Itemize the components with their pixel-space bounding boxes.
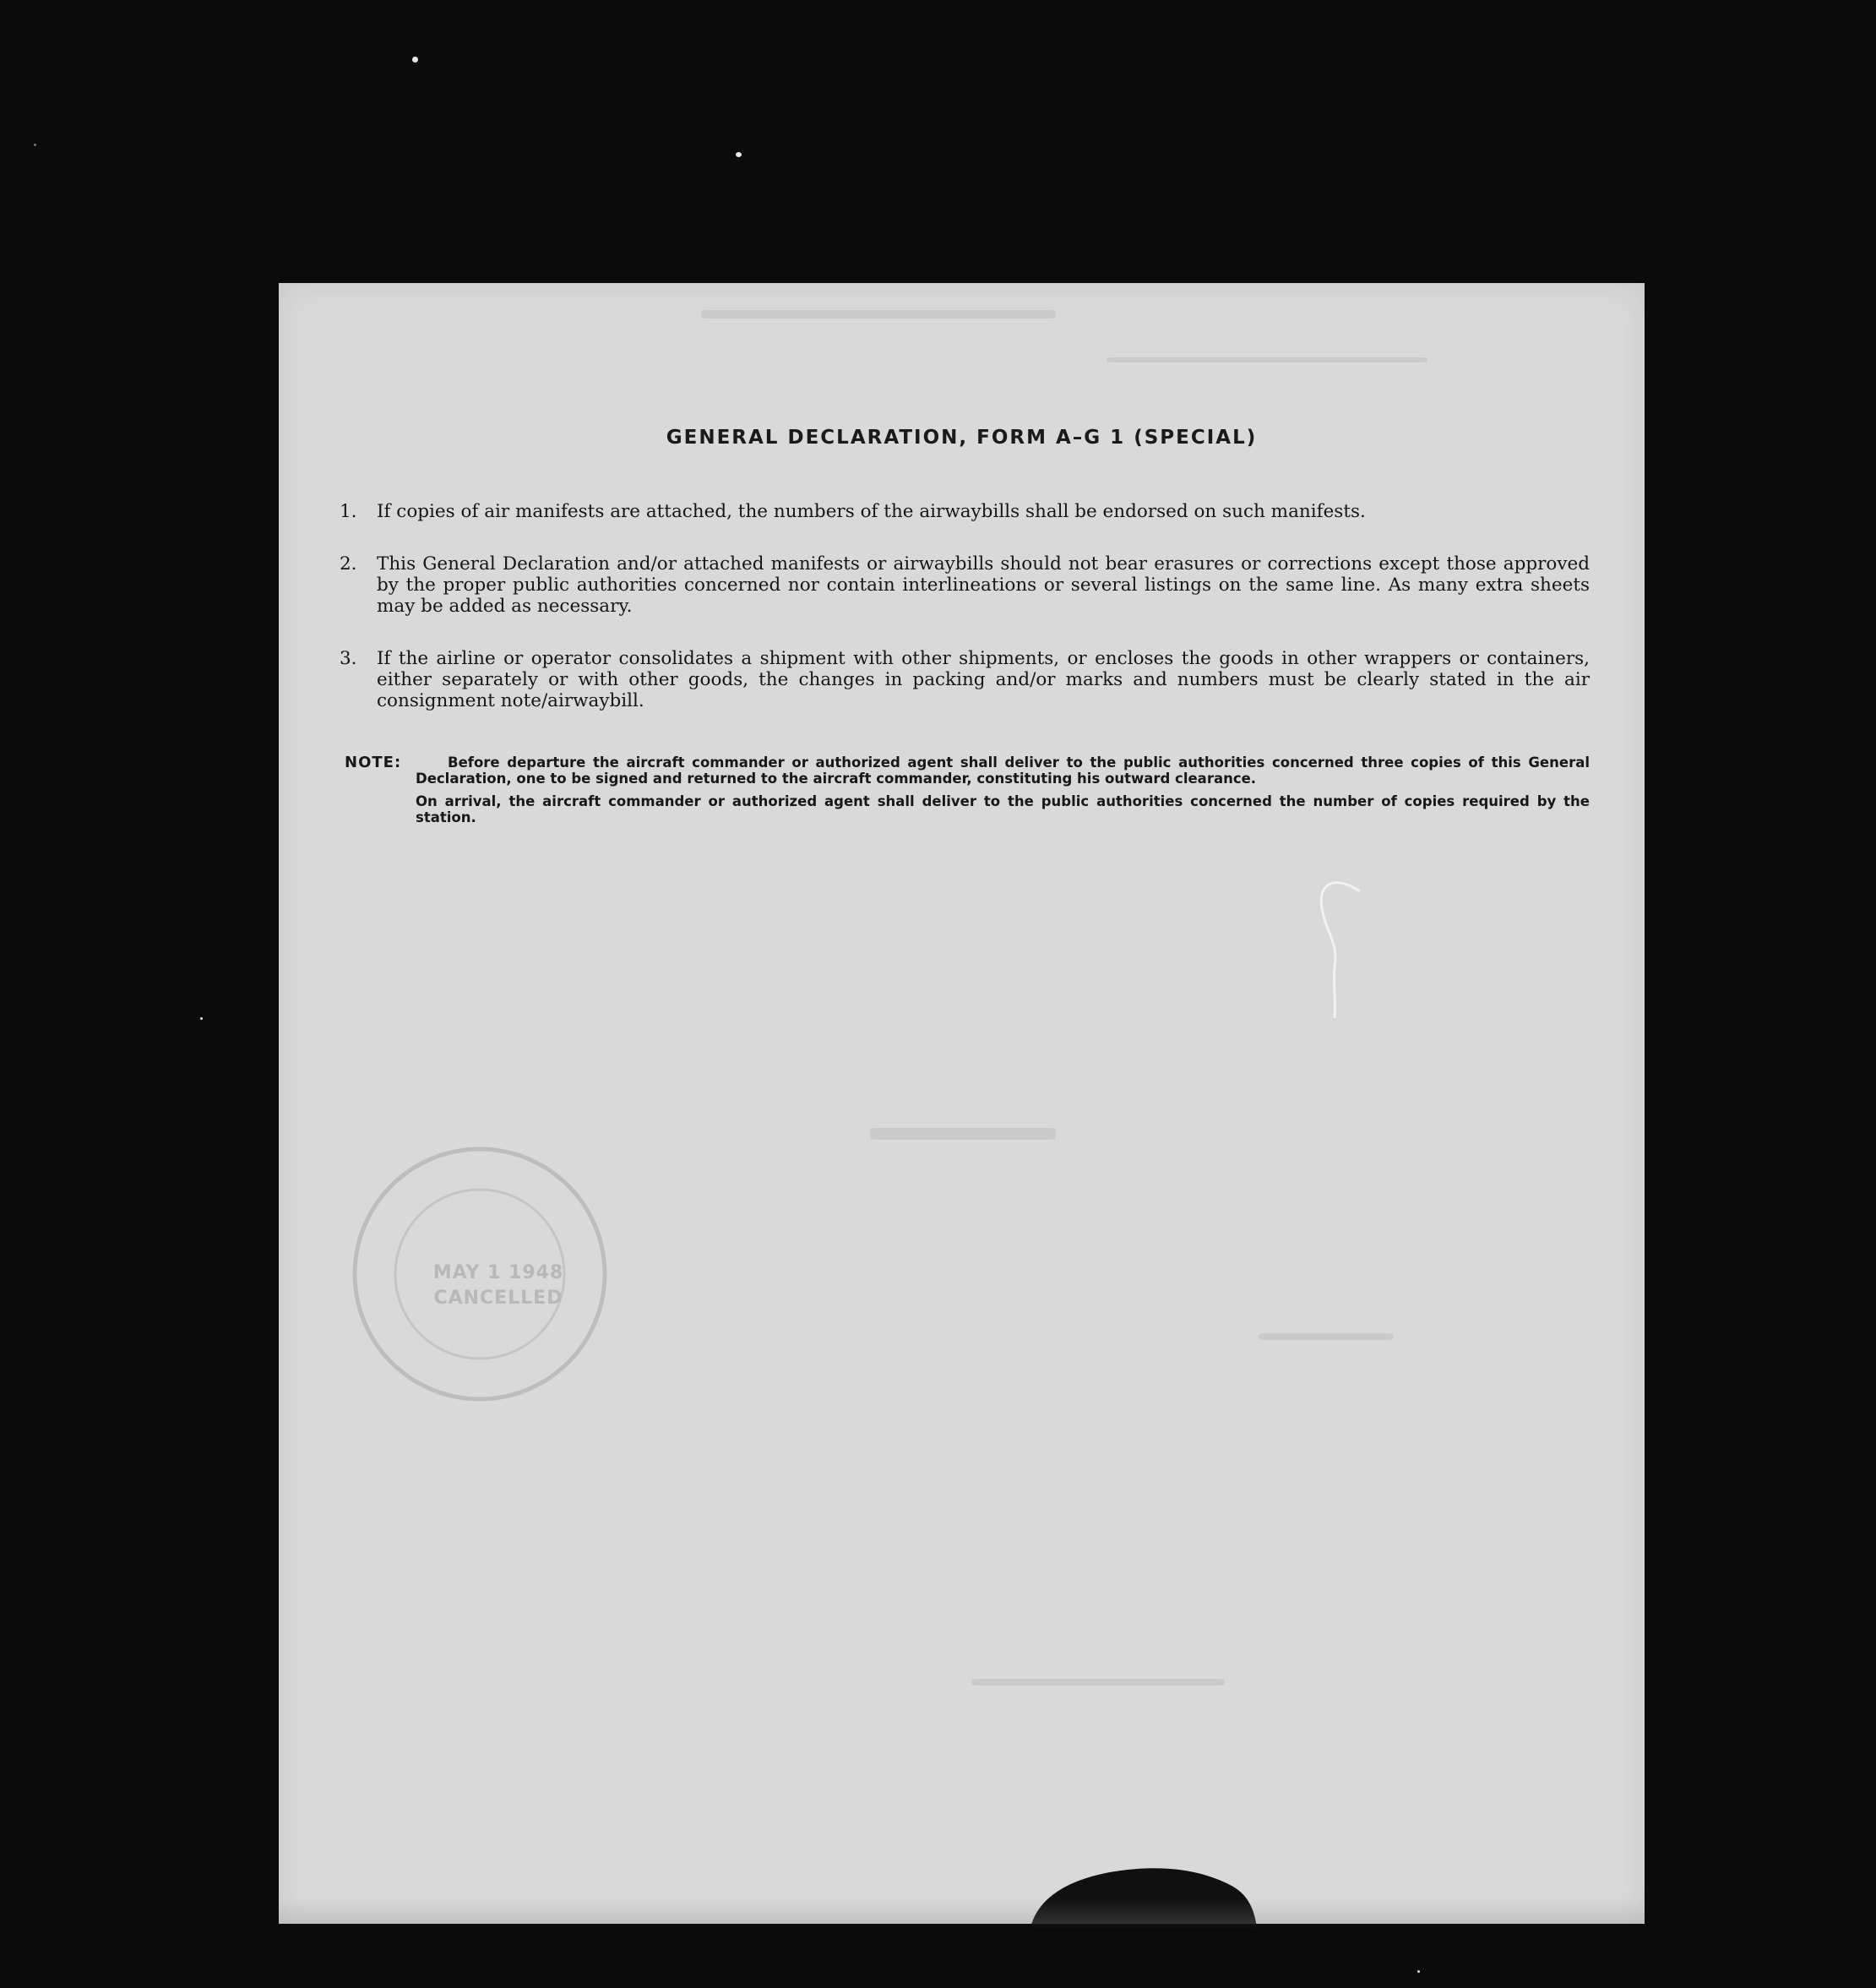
item-text: If the airline or operator consolidates a shipment with other shipments, or encloses the goods in other wrappers or containers, either separately or with other goods, the changes in packing and/or marks and numbers must be clearly stated in the air consignment note/airwaybill.	[377, 648, 1590, 711]
note-paragraph-arrival: On arrival, the aircraft commander or authorized agent shall deliver to the public authorities concerned the number of copies required by the station.	[416, 793, 1590, 825]
stamp-status: CANCELLED	[433, 1288, 563, 1309]
page-title: GENERAL DECLARATION, FORM A–G 1 (SPECIAL)	[666, 427, 1258, 449]
page-edge	[279, 1898, 1645, 1924]
item-text: This General Declaration and/or attached manifests or airwaybills should not bear erasures or corrections except those approved by the proper public authorities concerned nor contain interlineations or several listings on the same line. As many extra sheets may be added as necessary.	[377, 553, 1590, 617]
note-section	[345, 754, 1590, 825]
scan-speck	[412, 57, 418, 63]
scan-speck	[34, 144, 36, 146]
item-number: 3.	[340, 648, 357, 669]
stamp-text	[405, 1261, 591, 1311]
show-through-text	[1259, 1333, 1394, 1340]
instruction-item-1	[340, 501, 1590, 522]
item-number: 1.	[340, 501, 357, 522]
pen-mark	[1301, 874, 1368, 1027]
show-through-text	[971, 1679, 1225, 1686]
show-through-text	[870, 1128, 1056, 1140]
scan-speck	[200, 1017, 203, 1020]
document-page	[279, 283, 1645, 1924]
show-through-text	[701, 310, 1056, 319]
item-number: 2.	[340, 553, 357, 575]
scan-speck	[1417, 1970, 1420, 1973]
item-text: If copies of air manifests are attached, the numbers of the airwaybills shall be endorsed on such manifests.	[377, 501, 1366, 522]
stamp-date: MAY 1 1948	[432, 1262, 564, 1283]
instruction-item-3	[340, 648, 1590, 711]
show-through-text	[1107, 357, 1427, 362]
note-label: NOTE:	[345, 754, 402, 771]
scan-speck	[736, 152, 742, 157]
note-paragraph-departure: Before departure the aircraft commander or authorized agent shall deliver to the public authorities concerned three copies of this General Declaration, one to be signed and returned to the aircraft commander, constituting his outward clearance.	[416, 754, 1590, 787]
instruction-item-2	[340, 553, 1590, 617]
